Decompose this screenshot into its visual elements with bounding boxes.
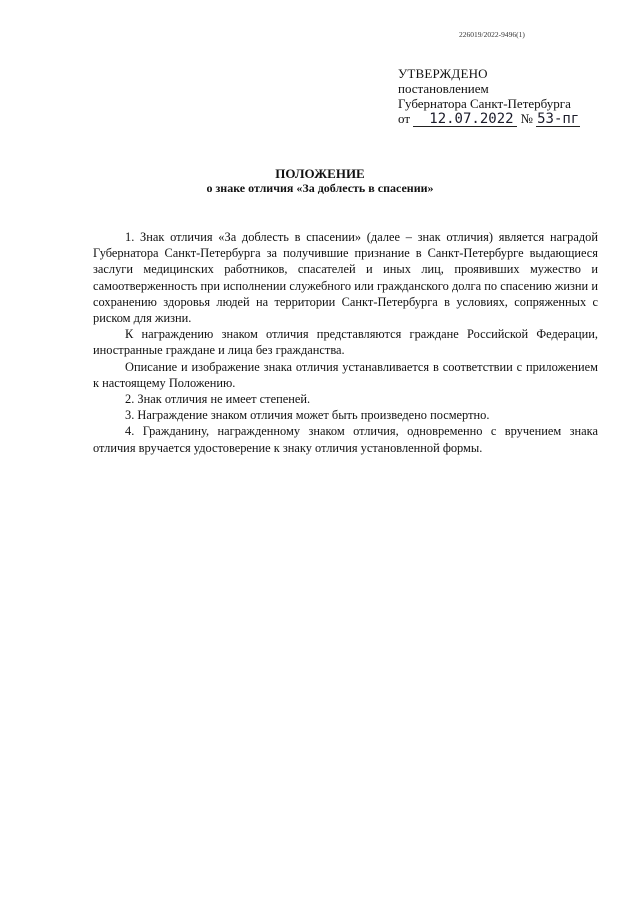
approval-line-governor: Губернатора Санкт-Петербурга xyxy=(398,96,571,111)
paragraph: 3. Награждение знаком отличия может быть произведено посмертно. xyxy=(125,408,490,423)
handwritten-number: 53-пг xyxy=(537,111,580,127)
approval-stamp-block xyxy=(398,66,580,127)
paragraph: 2. Знак отличия не имеет степеней. xyxy=(125,392,311,407)
date-prefix: от xyxy=(398,111,411,126)
paragraph: Описание и изображение знака отличия устанавливается в соответствии с приложением к настоящему Положению. xyxy=(93,359,598,390)
paragraph: К награждению знаком отличия представляются граждане Российской Федерации, иностранные граждане и лица без гражданства. xyxy=(93,327,598,358)
document-title: ПОЛОЖЕНИЕ xyxy=(275,166,365,181)
paragraph: 4. Гражданину, награжденному знаком отличия, одновременно с вручением знака отличия вручается удостоверение к знаку отличия установленной формы. xyxy=(93,424,598,455)
number-prefix: № xyxy=(520,111,533,126)
document-title-block xyxy=(0,166,640,196)
paragraph: 1. Знак отличия «За доблесть в спасении» (далее – знак отличия) является наградой Губернатора Санкт-Петербурга за получившие признание в Санкт-Петербурге выдающиеся заслуги медицинских работников, спасателей и иных лиц, проявивших мужество и самоотверженность при исполнении служебного или гражданского долга по спасению жизни и сохранению здоровья людей на территории Санкт-Петербурга в условиях, сопряженных с риском для жизни. xyxy=(93,230,598,326)
approval-date-line xyxy=(398,111,580,127)
document-body xyxy=(93,229,598,456)
approval-line-resolution: постановлением xyxy=(398,81,489,96)
handwritten-date: 12.07.2022 xyxy=(413,113,517,127)
registration-number: 226019/2022-9496(1) xyxy=(459,30,525,39)
approval-heading: УТВЕРЖДЕНО xyxy=(398,66,488,81)
document-subtitle: о знаке отличия «За доблесть в спасении» xyxy=(206,181,434,195)
